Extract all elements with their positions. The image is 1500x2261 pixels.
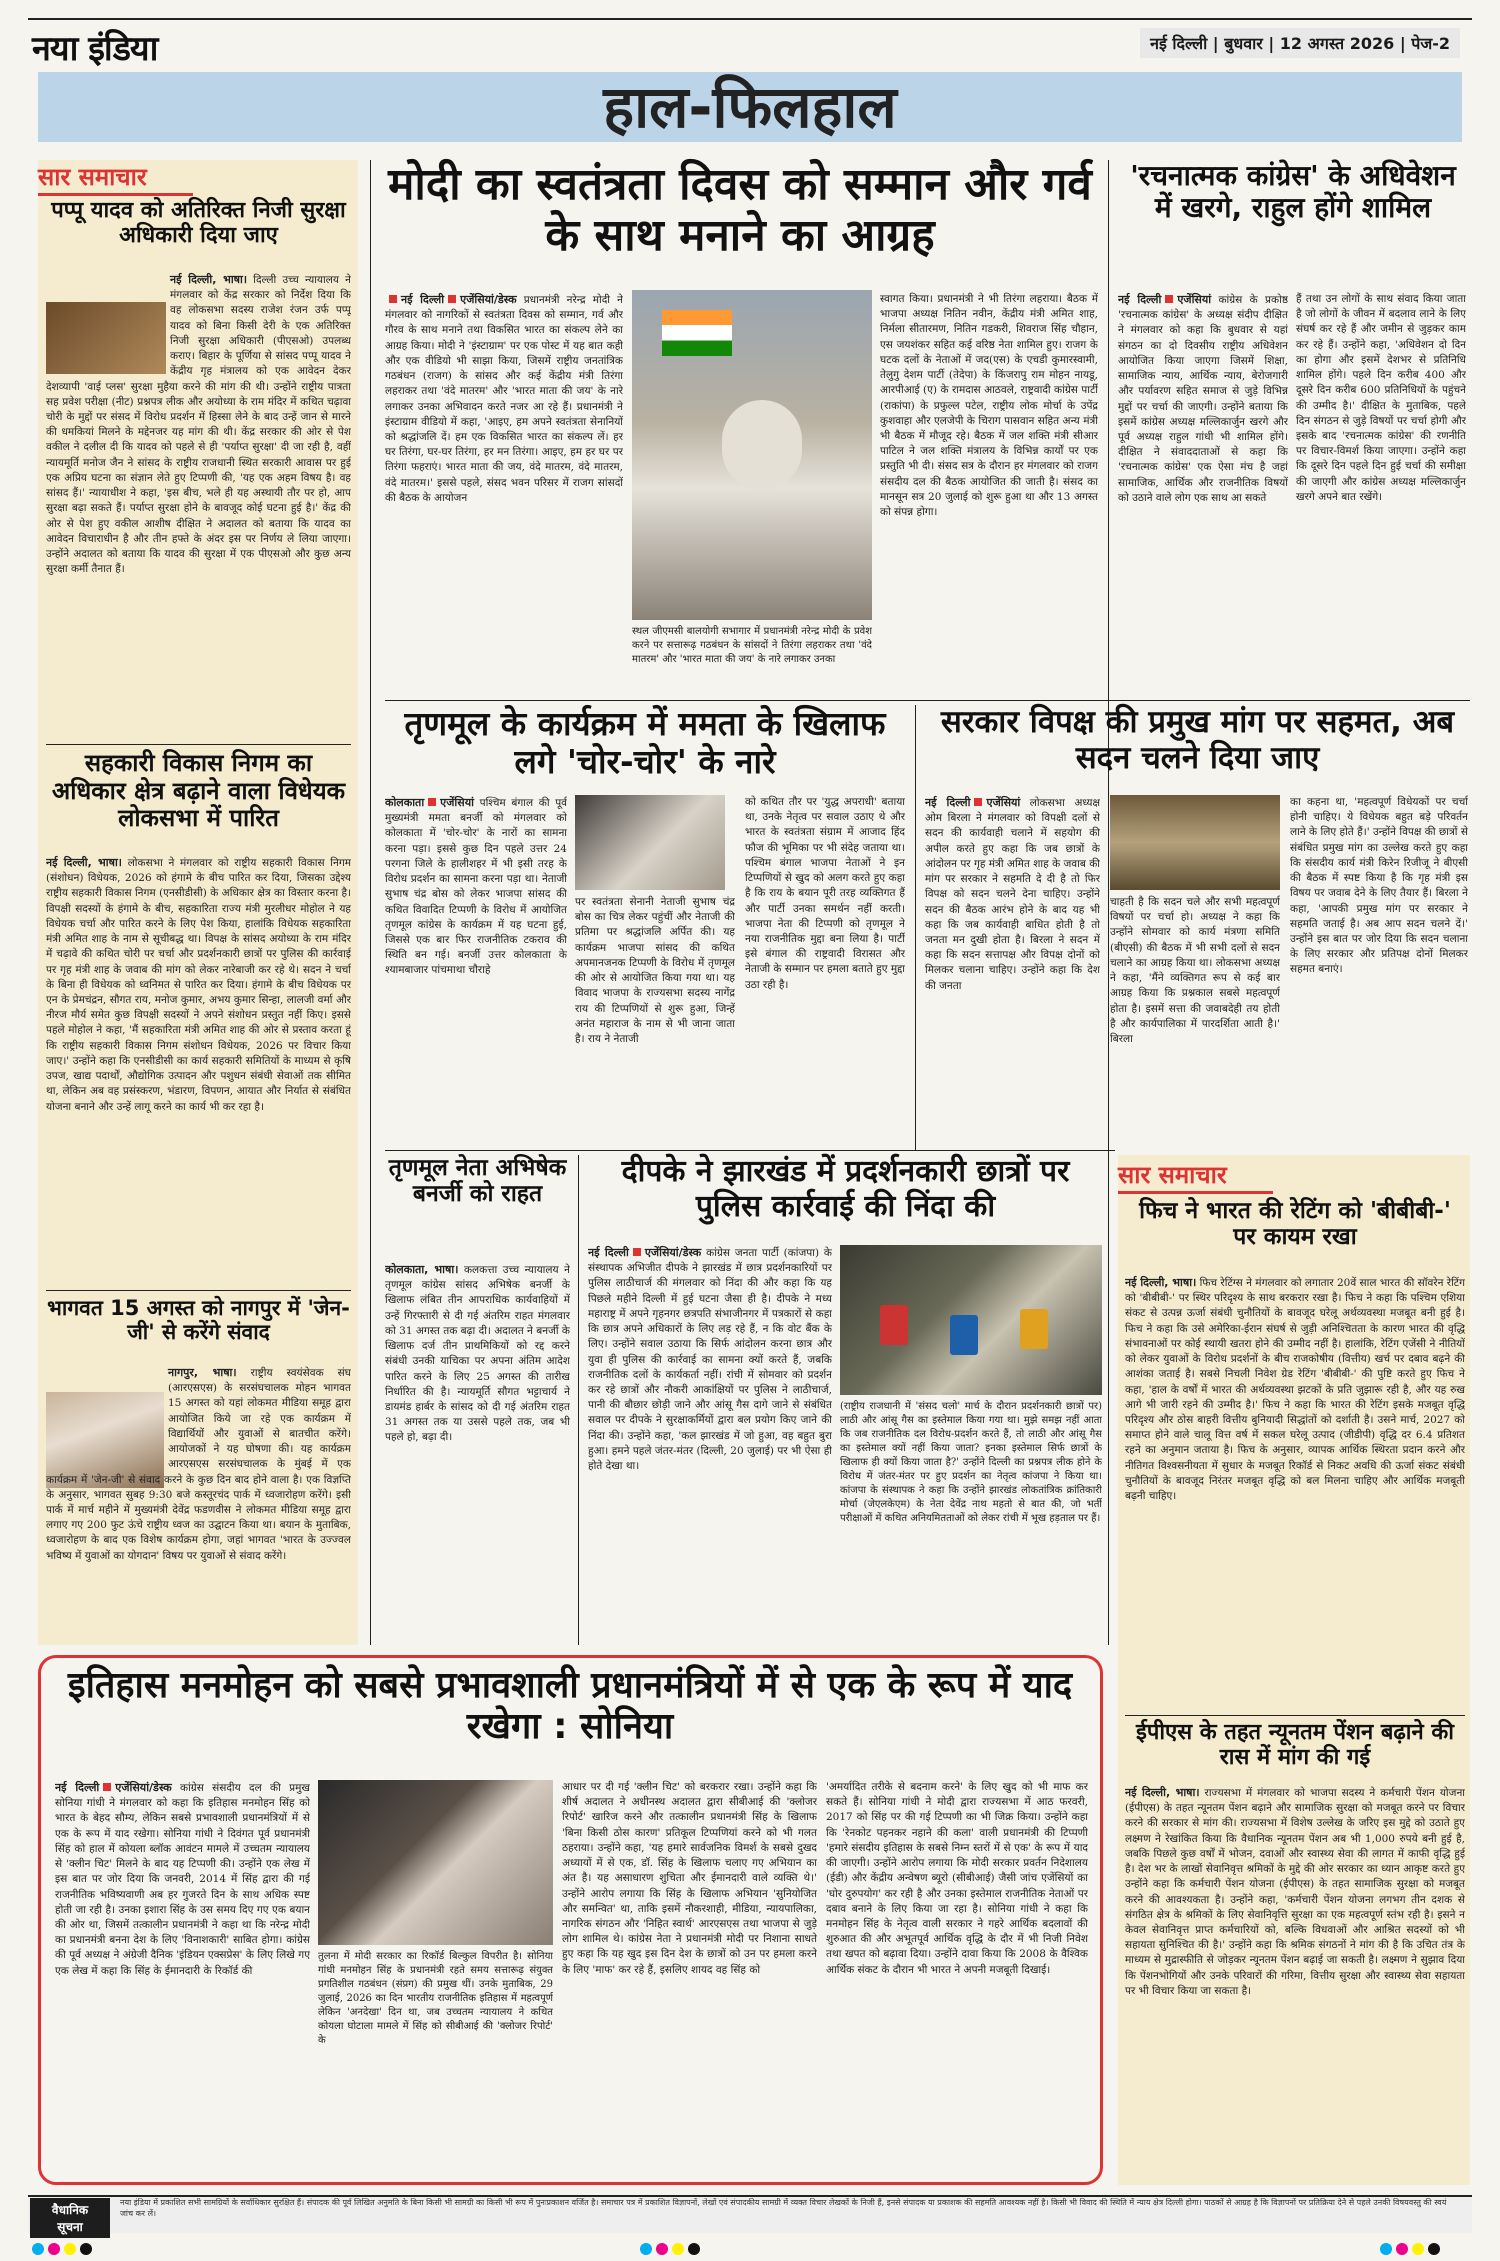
text-abhishek: कलकत्ता उच्च न्यायालय ने तृणमूल कांग्रेस सांसद अभिषेक बनर्जी के खिलाफ लंबित तीन आपराधिक कार्यवाहियों में उन्हें गिरफ्तारी से दी गई अंतरिम राहत मंगलवार को 31 अगस्त तक बढ़ा दी। अदालत ने बनर्जी के खिलाफ दर्ज तीन प्राथमिकियों को रद्द करने संबंधी उनकी याचिका पर अपना अंतिम आदेश पारित करने के लिए 25 अगस्त की तारीख निर्धारित की है। न्यायमूर्ति सौगत भट्टाचार्य ने डायमंड हार्बर के सांसद को दी गई अंतरिम राहत 31 अगस्त तक या उससे पहले तक, जब भी पहले हो, बढ़ा दी। [385,1264,570,1444]
black-dot-icon [688,2243,700,2255]
text-bhagwat: राष्ट्रीय स्वयंसेवक संघ (आरएसएस) के सरसंघचालक मोहन भागवत 15 अगस्त को यहां लोकमत मीडिया समूह द्वारा आयोजित किये जा रहे एक कार्यक्रम में विद्यार्थियों और युवाओं से बातचीत करेंगे। आयोजकों ने यह घोषणा की। यह कार्यक्रम आरएसएस सरसंघचालक के मुंबई में एक कार्यक्रम में 'जेन-जी' से संवाद करने के कुछ दिन बाद होने वाला है। एक विज्ञप्ति के अनुसार, भागवत सुबह 9:30 बजे कस्तूरचंद पार्क में ध्वजारोहण करेंगे। इसी पार्क में मार्च महीने में मुख्यमंत्री देवेंद्र फडणवीस ने लोकमत मीडिया समूह द्वारा लगाए गए 200 फुट ऊंचे राष्ट्रीय ध्वज का उद्घाटन किया था। बयान के मुताबिक, ध्वजारोहण के बाद एक विशेष कार्यक्रम होगा, जहां भागवत 'भारत के उज्ज्वल भविष्य में युवाओं का योगदान' विषय पर युवाओं से संवाद करेंगे। [46,1367,351,1562]
photo-float [46,1365,168,1465]
headline-opposition: सरकार विपक्ष की प्रमुख मांग पर सहमत, अब सदन चलने दिया जाए [940,704,1455,776]
cyan-dot-icon [640,2243,652,2255]
text-pappu: दिल्ली उच्च न्यायालय ने मंगलवार को केंद्र सरकार को निर्देश दिया कि वह लोकसभा सदस्य राजेश रंजन उर्फ पप्पू यादव को बिना किसी देरी के एक अतिरिक्त निजी सुरक्षा अधिकारी (पीएसओ) उपलब्ध कराए। बिहार के पूर्णिया से सांसद पप्पू यादव ने केंद्रीय गृह मंत्रालय को एक आवेदन देकर देशव्यापी 'वाई प्लस' सुरक्षा मुहैया करने की मांग की थी। उन्होंने राष्ट्रीय पात्रता सह प्रवेश परीक्षा (नीट) प्रश्नपत्र लीक और अयोध्या के राम मंदिर में कथित चढ़ावा चोरी के मुद्दों पर संसद में विरोध प्रदर्शन में हिस्सा लेने के बाद उन्हें जान से मारने की धमकियां मिलने के मद्देनजर यह मांग की थी। केंद्र सरकार की ओर से पेश वकील ने दलील दी कि यादव को पहले से ही 'पर्याप्त सुरक्षा' दी जा रही है, वहीं न्यायमूर्ति मनोज जैन ने सांसद के राष्ट्रीय राजधानी स्थित सरकारी आवास पर हुई एक अप्रिय घटना का संज्ञान लेते हुए टिप्पणी की, 'यह एक अहम विषय है। वह सांसद हैं।' न्यायाधीश ने कहा, 'इस बीच, भले ही यह अस्थायी तौर पर हो, आप सुरक्षा बढ़ा सकते हैं। पर्याप्त सुरक्षा होने के बावजूद कोई घटना हुई है।' केंद्र की ओर से पेश हुए वकील आशीष दीक्षित ने अदालत को बताया कि यादव का आवेदन विचाराधीन है और तीन हफ्ते के अंदर इस पर निर्णय ले लिया जाएगा। उन्होंने अदालत को बताया कि यादव की सुरक्षा में एक पीएसओ और कुछ अन्य सुरक्षा कर्मी तैनात हैं। [46,274,351,576]
byline-city: नई दिल्ली [1118,293,1162,306]
column-rule [915,705,916,1150]
cyan-dot-icon [32,2243,44,2255]
headline-bhagwat: भागवत 15 अगस्त को नागपुर में 'जेन-जी' से करेंगे संवाद [47,1296,350,1345]
sonia-photo [318,1780,553,1945]
sar-samachar-label: सार समाचार [38,160,193,196]
text-eps: राज्यसभा में मंगलवार को भाजपा सदस्य ने कर्मचारी पेंशन योजना (ईपीएस) के तहत न्यूनतम पेंशन बढ़ाने और सामाजिक सुरक्षा को मजबूत करने पर विचार करने की सरकार से मांग की। राज्यसभा में विशेष उल्लेख के जरिए इस मुद्दे को उठाते हुए लक्ष्मण ने रेखांकित किया कि वैधानिक न्यूनतम पेंशन अब भी 1,000 रुपये बनी हुई है, जबकि पिछले कुछ वर्षों में भोजन, दवाओं और स्वास्थ्य सेवा की लागत में काफी वृद्धि हुई है। देश भर के लाखों सेवानिवृत्त श्रमिकों के मुद्दे की ओर सरकार का ध्यान आकृष्ट करते हुए उन्होंने कहा कि कर्मचारी पेंशन योजना (ईपीएस) के तहत सामाजिक सुरक्षा को मजबूत करने की आवश्यकता है। उन्होंने कहा, 'कर्मचारी पेंशन योजना लगभग तीन दशक से संगठित क्षेत्र के श्रमिकों के लिए सेवानिवृत्ति सुरक्षा का एक महत्वपूर्ण स्तंभ रही है। इसने न केवल सेवानिवृत्त प्राप्त कर्मचारियों को, बल्कि विधवाओं और आश्रित सदस्यों को भी सहायता सुनिश्चित की है।' उन्होंने कहा कि श्रमिक संगठनों ने मांग की है कि उचित तंत्र के माध्यम से मुद्रास्फीति से जोड़कर न्यूनतम पेंशन बढ़ाई जा सकती है। लक्ष्मण ने सुझाव दिया कि पेंशनभोगियों और उनके परिवारों की गरिमा, वित्तीय सुरक्षा और स्वास्थ्य सेवा सहायता पर भी विचार किया जा सकता है। [1125,1787,1465,1997]
footer-label-line2: सूचना [57,2220,83,2234]
text-sonia-a: कांग्रेस संसदीय दल की प्रमुख सोनिया गांधी ने मंगलवार को कहा कि इतिहास मनमोहन सिंह को भारत के बेहद सौम्य, लेकिन सबसे प्रभावशाली प्रधानमंत्रियों में से एक के रूप में याद रखेगा। सोनिया गांधी ने दिवंगत पूर्व प्रधानमंत्री सिंह को हाल में कोयला ब्लॉक आवंटन मामले में उच्चतम न्यायालय से 'क्लीन चिट' मिलने के बाद यह टिप्पणी की। उन्होंने एक लेख में इस बात पर जोर दिया कि जनवरी, 2014 में सिंह द्वारा की गई राजनीतिक भविष्यवाणी अब हर गुजरते दिन के साथ अधिक स्पष्ट होती जा रही है। उनका इशारा सिंह के उस समय दिए गए एक बयान की ओर था, जिसमें तत्कालीन प्रधानमंत्री ने कहा था कि नरेन्द्र मोदी का प्रधानमंत्री बनना देश के लिए 'विनाशकारी' साबित होगा। कांग्रेस की पूर्व अध्यक्ष ने अंग्रेजी दैनिक 'इंडियन एक्सप्रेस' के लिए लिखे गए एक लेख में कहा कि सिंह के ईमानदारी के रिकॉर्ड की [55,1782,310,1977]
byline-city: कोलकाता [385,796,425,809]
article-opposition-col1 [925,795,1100,1145]
newspaper-logo: नया इंडिया [32,29,158,69]
color-registration-dots [640,2240,704,2254]
yellow-dot-icon [672,2243,684,2255]
byline-pappu: नई दिल्ली, भाषा। [170,273,248,286]
dateline: नई दिल्ली | बुधवार | 12 अगस्त 2026 | पेज-2 [1140,28,1460,58]
headline-sonia: इतिहास मनमोहन को सबसे प्रभावशाली प्रधानमंत्रियों में से एक के रूप में याद रखेगा : सोनिया [67,1665,1073,1748]
cyan-dot-icon [1380,2243,1392,2255]
headline-jharkhand: दीपके ने झारखंड में प्रदर्शनकारी छात्रों पर पुलिस कार्रवाई की निंदा की [621,1154,1070,1224]
article-cooperative [46,855,351,1283]
sar-samachar-label: सार समाचार [1118,1158,1273,1194]
byline-city: नई दिल्ली [401,293,445,306]
text-sonia-c: 'अमर्यादित तरीके से बदनाम करने' के लिए खुद को भी माफ कर सकते हैं। सोनिया गांधी ने मोदी द्वारा राज्यसभा में आठ फरवरी, 2017 को सिंह पर की गई टिप्पणी का भी जिक्र किया। उन्होंने कहा कि 'रेनकोट पहनकर नहाने की कला' वाली प्रधानमंत्री की टिप्पणी 'हमारे संसदीय इतिहास के सबसे निम्न स्तरों में से एक' के रूप में याद की जाएगी। उन्होंने आरोप लगाया कि मोदी सरकार प्रवर्तन निदेशालय (ईडी) और केंद्रीय अन्वेषण ब्यूरो (सीबीआई) जैसी जांच एजेंसियों का 'घोर दुरुपयोग' कर रही है और उनका इस्तेमाल राजनीतिक नेताओं पर दबाव बनाने के लिए किया जा रहा है। सोनिया गांधी ने कहा कि मनमोहन सिंह के नेतृत्व वाली सरकार ने गहरे आर्थिक बदलावों की शुरुआत की और अभूतपूर्व आर्थिक वृद्धि के दौर में भी निजी निवेश तथा खपत को बढ़ावा दिया। उन्होंने दावा किया कि 2008 के वैश्विक आर्थिक संकट के दौरान भी भारत ने अपनी मजबूती दिखाई। [826,1781,1088,1976]
headline-abhishek: तृणमूल नेता अभिषेक बनर्जी को राहत [388,1155,567,1208]
article-abhishek [385,1262,570,1642]
byline-eps: नई दिल्ली, भाषा। [1125,1786,1200,1799]
text-modi-b: स्वागत किया। प्रधानमंत्री ने भी तिरंगा लहराया। बैठक में भाजपा अध्यक्ष नितिन नवीन, केंद्रीय मंत्री अमित शाह, निर्मला सीतारमण, नितिन गडकरी, शिवराज सिंह चौहान, एस जयशंकर सहित कई वरिष्ठ नेता शामिल हुए। राजग के घटक दलों के नेताओं में जद(एस) के एचडी कुमारस्वामी, तेलुगु देशम पार्टी (तेदेपा) के किंजरापु राम मोहन नायडू, आरपीआई (ए) के रामदास आठवले, राष्ट्रवादी कांग्रेस पार्टी (राकांपा) के प्रफुल्ल पटेल, राष्ट्रीय लोक मोर्चा के उपेंद्र कुशवाहा और एलजेपी के चिराग पासवान सहित अन्य मंत्री भी बैठक में मौजूद रहे। बैठक में जल शक्ति मंत्री सीआर पाटिल ने जल शक्ति मंत्रालय के विभिन्न कार्यों पर एक प्रस्तुति भी दी। संसद सत्र के दौरान हर मंगलवार को राजग संसदीय दल की बैठक आयोजित की जाती है। संसद का मानसून सत्र 20 जुलाई को शुरू हुआ था और 13 अगस्त को संपन्न होगा। [880,293,1098,519]
byline-bhagwat: नागपुर, भाषा। [168,1366,237,1379]
text-modi-a: प्रधानमंत्री नरेन्द्र मोदी ने मंगलवार को नागरिकों से स्वतंत्रता दिवस को सम्मान, गर्व और गौरव के साथ मनाने तथा विकसित भारत का संकल्प लेने का आग्रह किया। मोदी ने 'इंस्टाग्राम' पर एक पोस्ट में यह बात कही और एक वीडियो भी साझा किया, जिसमें राष्ट्रीय जनतांत्रिक गठबंधन (राजग) के सांसद और कई केंद्रीय मंत्री तिरंगा लहराकर तथा 'वंदे मातरम' और 'भारत माता की जय' के नारे लगाकर उनका अभिवादन करते नजर आ रहे हैं। प्रधानमंत्री ने इंस्टाग्राम वीडियो में कहा, 'आइए, हम अपने स्वतंत्रता सेनानियों को श्रद्धांजलि दें। हम एक विकसित भारत का संकल्प लें। हर घर तिरंगा, घर-घर तिरंगा, हर मन तिरंगा। आइए, हम हर घर पर तिरंगा फहराएं। भारत माता की जय, वंदे मातरम, वंदे मातरम, वंदे मातरम।' इससे पहले, संसद भवन परिसर में राजग सांसदों की बैठक के आयोजन [385,294,623,504]
byline-agency: भाषा। [434,1263,459,1276]
yellow-dot-icon [1412,2243,1424,2255]
text-mamata-a: पश्चिम बंगाल की पूर्व मुख्यमंत्री ममता बनर्जी को मंगलवार को कोलकाता में 'चोर-चोर' के नारों का सामना करना पड़ा। इससे कुछ दिन पहले उत्तर 24 परगना जिले के हालीशहर में भी इसी तरह के विरोध प्रदर्शन का सामना करना पड़ा था। नेताजी सुभाष चंद्र बोस को लेकर भाजपा सांसद की कथित विवादित टिप्पणी के विरोध में आयोजित तृणमूल कांग्रेस के कार्यक्रम में यह घटना हुई, जिससे एक बार फिर राजनीतिक टकराव की स्थिति बन गई। बनर्जी उत्तर कोलकाता के श्यामबाजार पांचमाथा चौराहे [385,797,567,977]
magenta-dot-icon [656,2243,668,2255]
text-jharkhand-a: कांग्रेस जनता पार्टी (कांजपा) के संस्थापक अभिजीत दीपके ने झारखंड में छात्र प्रदर्शनकारियों पर पुलिस लाठीचार्ज की मंगलवार को निंदा की और कहा कि यह पिछले महीने दिल्ली में हुई घटना जैसा ही है। दीपके ने मध्य महाराष्ट्र में अपने गृहनगर छत्रपति संभाजीनगर में पत्रकारों से कहा कि छात्र अपने अधिकारों के लिए लड़ रहे हैं, न कि वोट बैंक के लिए। उन्होंने सवाल उठाया कि सिर्फ आंदोलन करना छात्र और युवा ही पुलिस की कार्रवाई का सामना क्यों करते हैं, जबकि राजनीतिक दलों के कार्यकर्ता नहीं। रांची में सोमवार को प्रदर्शन कर रहे छात्रों और नौकरी आकांक्षियों पर पुलिस ने लाठीचार्ज, पानी की बौछार छोड़ी जाने और आंसू गैस दागे जाने से संबंधित सवाल पर दीपके ने सुरक्षाकर्मियों द्वारा बल प्रयोग किए जाने की निंदा की। उन्होंने कहा, 'कल झारखंड में जो हुआ, वह बहुत बुरा हुआ। हमने पहले जंतर-मंतर (दिल्ली, 20 जुलाई) पर भी ऐसा ही होते देखा था। [588,1247,832,1473]
byline-agency: एजेंसियां [986,796,1021,809]
black-dot-icon [1428,2243,1440,2255]
magenta-dot-icon [48,2243,60,2255]
text-mamata-c: को कथित तौर पर 'युद्ध अपराधी' बताया था, उनके नेतृत्व पर सवाल उठाए थे और भारत के स्वतंत्रता संग्राम में आजाद हिंद फौज की भूमिका पर भी संदेह जताया था। पश्चिम बंगाल भाजपा नेताओं ने इन टिप्पणियों से खुद को अलग करते हुए कहा है कि राय के बयान पूरी तरह व्यक्तिगत हैं और पार्टी उनका समर्थन नहीं करती। भाजपा नेता की टिप्पणी को तृणमूल ने नया राजनीतिक मुद्दा बना लिया है। पार्टी इसे बंगाल की राष्ट्रवादी विरासत और नेताजी के सम्मान पर हमला बताते हुए मुद्दा उठा रही है। [745,796,905,991]
article-modi-col1 [385,292,623,687]
byline-agency: एजेंसियां [1177,293,1212,306]
divider [385,700,1470,701]
headline-pappu: पप्पू यादव को अतिरिक्त निजी सुरक्षा अधिकारी दिया जाए [51,198,346,249]
article-pappu [46,272,351,742]
divider [46,1290,351,1291]
mamata-photo [575,795,725,890]
byline-city: नई दिल्ली [588,1246,629,1259]
text-opposition-a: लोकसभा अध्यक्ष ओम बिरला ने मंगलवार को विपक्षी दलों से सदन की कार्यवाही चलाने में सहयोग की अपील करते हुए कहा कि जब छात्रों के आंदोलन पर गृह मंत्री अमित शाह के जवाब की मांग पर सरकार ने सहमति दे दी है तो फिर विपक्ष को सदन चलने देना चाहिए। उन्होंने सदन की बैठक आरंभ होने के बाद यह भी कहा कि जब कार्यवाही बाधित होती है तो जनता मन दुखी होता है। बिरला ने सदन में कहा कि सदन सत्तापक्ष और विपक्ष दोनों को मिलकर चलाना चाहिए। उन्होंने कहा कि देश की जनता [925,797,1100,992]
byline-fitch: नई दिल्ली, भाषा। [1125,1276,1197,1289]
microphone-icon [880,1305,908,1345]
headline-cooperative: सहकारी विकास निगम का अधिकार क्षेत्र बढ़ाने वाला विधेयक लोकसभा में पारित [51,749,346,833]
byline-agency: एजेंसियां/डेस्क [115,1781,172,1794]
text-congress-a: कांग्रेस के प्रकोष्ठ 'रचनात्मक कांग्रेस' के अध्यक्ष संदीप दीक्षित ने मंगलवार को कहा कि बुधवार से यहां संगठन का दो दिवसीय राष्ट्रीय अधिवेशन आयोजित किया जाएगा जिसमें शिक्षा, सामाजिक न्याय, आर्थिक न्याय, बेरोजगारी और पर्यावरण सहित समाज से जुड़े विभिन्न मुद्दों पर चर्चा की जाएगी। उन्होंने बताया कि इसमें कांग्रेस अध्यक्ष मल्लिकार्जुन खरगे और पूर्व अध्यक्ष राहुल गांधी भी शामिल होंगे। दीक्षित ने संवाददाताओं से कहा कि 'रचनात्मक कांग्रेस' एक ऐसा मंच है जहां सामाजिक, आर्थिक और राजनीतिक विषयों को उठाने वाले लोग एक साथ आ सकते [1118,294,1288,504]
article-congress-col1 [1118,292,1288,687]
masthead-rule [28,18,1472,20]
modi-photo [632,290,872,620]
photo-float [46,272,170,374]
byline-agency: एजेंसियां [440,796,474,809]
footer-label-line1: वैधानिक [51,2203,89,2217]
headline-congress: 'रचनात्मक कांग्रेस' के अधिवेशन में खरगे, राहुल होंगे शामिल [1130,159,1456,225]
text-sonia-photo-col: तुलना में मोदी सरकार का रिकॉर्ड बिल्कुल विपरीत है। सोनिया गांधी मनमोहन सिंह के प्रधानमंत्री रहते समय सत्तारूढ़ संयुक्त प्रगतिशील गठबंधन (संप्रग) की प्रमुख थीं। उनके मुताबिक, 29 जुलाई, 2026 का दिन भारतीय राजनीतिक इतिहास में महत्वपूर्ण लेकिन 'अनदेखा' दिन था, जब उच्चतम न्यायालय ने कथित कोयला घोटाला मामले में सिंह को सीबीआई की 'क्लोजर रिपोर्ट' के [318,1951,553,2046]
column-rule [370,160,371,1645]
microphone-icon [950,1315,978,1355]
magenta-dot-icon [1396,2243,1408,2255]
article-sonia-col1 [55,1780,310,2175]
byline-city: नई दिल्ली [55,1781,100,1794]
byline-cooperative: नई दिल्ली, भाषा। [46,856,122,869]
tricolor-flag-icon [662,310,732,356]
modi-photo-caption: स्थल जीएमसी बालयोगी सभागार में प्रधानमंत्री नरेन्द्र मोदी के प्रवेश करने पर सत्तारूढ़ गठबंधन के सांसदों ने तिरंगा लहराकर तथा 'वंदे मातरम' और 'भारत माता की जय' के नारे लगाकर उनका [632,626,872,665]
footer-legal-text: नया इंडिया में प्रकाशित सभी सामग्रियों के सर्वाधिकार सुरक्षित हैं। संपादक की पूर्व लिखित अनुमति के बिना किसी भी सामग्री का किसी भी रूप में पुनःप्रकाशन वर्जित है। समाचार पत्र में प्रकाशित विज्ञापनों, लेखों एवं संपादकीय सामग्री में व्यक्त विचार लेखकों के निजी हैं, इनसे संपादक या प्रकाशक की सहमति आवश्यक नहीं है। किसी भी विवाद की स्थिति में न्याय क्षेत्र दिल्ली होगा। पाठकों से आग्रह है कि विज्ञापनों पर प्रतिक्रिया देने से पहले उनकी विषयवस्तु की स्वयं जांच कर लें। [120,2198,1447,2218]
color-registration-dots [1380,2240,1444,2254]
byline-city: नई दिल्ली [925,796,971,809]
protest-photo [840,1245,1102,1395]
headline-mamata: तृणमूल के कार्यक्रम में ममता के खिलाफ लगे 'चोर-चोर' के नारे [404,704,886,781]
portrait-shape [722,400,802,490]
text-opposition-b: चाहती है कि सदन चले और सभी महत्वपूर्ण विषयों पर चर्चा हो। अध्यक्ष ने कहा कि उन्होंने सोमवार को कार्य मंत्रणा समिति (बीएसी) की बैठक में भी सभी दलों से सदन चलाने का आग्रह किया था। लोकसभा अध्यक्ष ने कहा, 'मैंने व्यक्तिगत रूप से कई बार आग्रह किया कि प्रश्नकाल सबसे महत्वपूर्ण होता है। इसमें सत्ता की जवाबदेही तय होती है और कार्यपालिका में पारदर्शिता आती है।' बिरला [1110,896,1280,1045]
article-eps [1125,1785,1465,2180]
black-dot-icon [80,2243,92,2255]
yellow-dot-icon [64,2243,76,2255]
text-sonia-b: आधार पर दी गई 'क्लीन चिट' को बरकरार रखा। उन्होंने कहा कि शीर्ष अदालत ने अधीनस्थ अदालत द्वारा सीबीआई की 'क्लोजर रिपोर्ट' खारिज करने और तत्कालीन प्रधानमंत्री सिंह के खिलाफ 'बिना किसी ठोस कारण' प्रतिकूल टिप्पणियां करने को भी गलत ठहराया। उन्होंने कहा, 'यह हमारे सार्वजनिक विमर्श के सबसे दुखद अध्यायों में से एक, डॉ. सिंह के खिलाफ चलाए गए अभियान का अंत है। यह असाधारण शुचिता और ईमानदारी वाले व्यक्ति थे।' उन्होंने आरोप लगाया कि सिंह के खिलाफ अभियान 'सुनियोजित और समन्वित' था, ताकि इसमें नौकरशाही, मीडिया, न्यायपालिका, नागरिक संगठन और 'निहित स्वार्थ' आरएसएस तथा भाजपा से जुड़े लोग शामिल थे। कांग्रेस नेता ने प्रधानमंत्री मोदी पर निशाना साधते हुए कहा कि यह खुद इस दिन देश के छात्रों को उन पर हमला करने के लिए 'माफ' कर रहे हैं, इसलिए शायद वह सिंह को [562,1781,817,1976]
text-congress-b: हैं तथा उन लोगों के साथ संवाद किया जाता है जो लोगों के जीवन में बदलाव लाने के लिए संघर्ष कर रहे हैं और जमीन से जुड़कर काम कर रहे हैं। उन्होंने कहा, 'अधिवेशन दो दिन का होगा और इसमें देशभर से प्रतिनिधि शामिल होंगे। पहले दिन करीब 400 और दूसरे दिन करीब 600 प्रतिनिधियों के पहुंचने की उम्मीद है।' दीक्षित के मुताबिक, पहले दिन संगठन से जुड़े विषयों पर चर्चा होगी और इसके बाद 'रचनात्मक कांग्रेस' की रणनीति पर विचार-विमर्श किया जाएगा। उन्होंने कहा कि दूसरे दिन पहले दिन हुई चर्चा की समीक्षा की जाएगी और कांग्रेस अध्यक्ष मल्लिकार्जुन खरगे अपने बात रखेंगे। [1296,293,1466,503]
birla-photo [1110,795,1280,890]
article-mamata-col1 [385,795,567,1145]
text-opposition-c: का कहना था, 'महत्वपूर्ण विधेयकों पर चर्चा होनी चाहिए। ये विधेयक बहुत बड़े परिवर्तन लाने के लिए होते हैं।' उन्होंने विपक्ष की छात्रों से संबंधित प्रमुख मांग का उल्लेख करते हुए कहा कि संसदीय कार्य मंत्री किरेन रिजीजू ने बीएसी की बैठक में स्पष्ट किया है कि गृह मंत्री इस विषय पर जवाब देने के लिए तैयार हैं। बिरला ने कहा, 'आपकी प्रमुख मांग पर सरकार ने सहमति जताई है। अब आप सदन चलने दें।' उन्होंने इस बात पर जोर दिया कि सदन चलाना के लिए सरकार और प्रतिपक्ष दोनों मिलकर सहमत बनाएं। [1290,796,1468,976]
color-registration-dots [32,2240,96,2254]
footer-label [30,2198,110,2238]
headline-modi: मोदी का स्वतंत्रता दिवस को सम्मान और गर्व के साथ मनाने का आग्रह [388,159,1092,261]
column-rule [578,1155,579,1645]
byline-city: कोलकाता, [385,1263,429,1276]
byline-agency: एजेंसियां/डेस्क [460,293,517,306]
byline-agency: एजेंसियां/डेस्क [644,1246,702,1259]
article-jharkhand-col1 [588,1245,832,1640]
microphone-icon [1020,1309,1048,1349]
headline-eps: ईपीएस के तहत न्यूनतम पेंशन बढ़ाने की रास में मांग की गई [1136,1720,1454,1771]
article-bhagwat [46,1365,351,1640]
text-fitch: फिच रेटिंग्स ने मंगलवार को लगातार 20वें साल भारत की सॉवरेन रेटिंग को 'बीबीबी-' पर स्थिर परिदृश्य के साथ बरकरार रखा है। फिच ने कहा कि पश्चिम एशिया संकट से उत्पन्न ऊर्जा संबंधी चुनौतियों के बावजूद घरेलू अर्थव्यवस्था मजबूत बनी हुई है। फिच ने कहा कि उसे अमेरिका-ईरान संघर्ष से जुड़ी अनिश्चितता के कारण भारत की वृद्धि संभावनाओं पर कोई स्थायी खतरा होने की उम्मीद नहीं है। हालांकि, रेटिंग एजेंसी ने नीतियों को लेकर युवाओं के विरोध प्रदर्शनों के बीच राजकोषीय (वित्तीय) खर्च पर दबाव बढ़ने की आशंका जताई है। सबसे निचली निवेश ग्रेड रेटिंग 'बीबीबी-' की पुष्टि करते हुए फिच ने कहा, 'हाल के वर्षों में भारत की अर्थव्यवस्था झटकों के प्रति जुझारू रही है, और यह रुख आगे भी जारी रहने की उम्मीद है।' फिच ने कहा कि भारत की रेटिंग इसके मजबूत वृद्धि परिदृश्य और ठोस बाहरी वित्तीय बुनियादी सिद्धांतों को दर्शाती है। उसने मार्च, 2027 को समाप्त होने वाले चालू वित्त वर्ष में सकल घरेलू उत्पाद (जीडीपी) वृद्धि दर 6.4 प्रतिशत रहने का अनुमान जताया है। फिच के अनुसार, व्यापक आर्थिक स्थिरता प्रदान करने और नीतिगत विश्वसनीयता में सुधार के मजबूत रिकॉर्ड से निकट अवधि की ऊर्जा संकट संबंधी चुनौतियों के बावजूद निरंतर मजबूत वृद्धि को बल मिलना चाहिए और आर्थिक मजबूती बढ़नी चाहिए। [1125,1277,1465,1503]
headline-fitch: फिच ने भारत की रेटिंग को 'बीबीबी-' पर कायम रखा [1139,1198,1451,1251]
divider [46,744,351,745]
column-rule [1108,160,1109,1645]
section-title: हाल-फिलहाल [603,73,897,141]
divider [385,1150,1115,1151]
text-cooperative: लोकसभा ने मंगलवार को राष्ट्रीय सहकारी विकास निगम (संशोधन) विधेयक, 2026 को हंगामे के बीच पारित कर दिया, जिसका उद्देश्य राष्ट्रीय सहकारी विकास निगम (एनसीडीसी) के अधिकार क्षेत्र का विस्तार करना है। विपक्षी सदस्यों के हंगामे के बीच, सहकारिता राज्य मंत्री मुरलीधर मोहोल ने यह विधेयक चर्चा और पारित करने के लिए पेश किया, हालांकि विधेयक सहकारिता मंत्री अमित शाह के नाम से सूचीबद्ध था। विपक्ष के सांसद अयोध्या के राम मंदिर में चढ़ावे की कथित चोरी पर चर्चा और प्रदर्शनकारी छात्रों पर पुलिस की कार्रवाई पर गृह मंत्री शाह के जवाब की मांग को लेकर नारेबाजी कर रहे थे। सदन ने चर्चा के बिना ही विधेयक को ध्वनिमत से पारित कर दिया। हंगामे के बीच विधेयक पर एन के प्रेमचंद्रन, सौगत राय, मनोज कुमार, अभय कुमार सिन्हा, लालजी वर्मा और नीरज मौर्य समेत कुछ विपक्षी सदस्यों ने अपने संशोधन प्रस्तुत नहीं किए। इससे पहले मोहोल ने कहा, 'मैं सहकारिता मंत्री अमित शाह की ओर से प्रस्ताव करता हूं कि राष्ट्रीय सहकारी विकास निगम संशोधन विधेयक, 2026 पर विचार किया जाए।' उन्होंने कहा कि एनसीडीसी का कार्य सहकारी समितियों के माध्यम से कृषि उपज, खाद्य पदार्थों, औद्योगिक उत्पादन और पशुधन संबंधी सेवाओं तक सीमित था, लेकिन अब वह प्रसंस्करण, भंडारण, विपणन, आयात और निर्यात से संबंधित योजना बनाने और उन्हें लागू करने का कार्य भी कर रहा है। [46,857,351,1113]
divider [1125,1715,1465,1716]
article-fitch [1125,1275,1465,1710]
text-jharkhand-b: (राष्ट्रीय राजधानी में 'संसद चलो' मार्च के दौरान प्रदर्शनकारी छात्रों पर) लाठी और आंसू गैस का इस्तेमाल किया गया था। मुझे समझ नहीं आता कि जब राजनीतिक दल विरोध-प्रदर्शन करते हैं, तो लाठी और आंसू गैस का इस्तेमाल क्यों नहीं किया जाता? इनका इस्तेमाल सिर्फ छात्रों के खिलाफ ही क्यों किया जाता है?' उन्होंने दिल्ली का प्रश्नपत्र लीक होने के विरोध में जंतर-मंतर पर हुए प्रदर्शन का नेतृत्व कांजपा ने किया था। कांजपा के संस्थापक ने कहा कि उन्होंने झारखंड लोकतांत्रिक क्रांतिकारी मोर्चा (जेएलकेएम) के नेता देवेंद्र नाथ महतो से बात की, जो भर्ती परीक्षाओं में कथित अनियमितताओं को लेकर रांची में भूख हड़ताल पर हैं। [840,1401,1102,1524]
text-mamata-b: पर स्वतंत्रता सेनानी नेताजी सुभाष चंद्र बोस का चित्र लेकर पहुंचीं और नेताजी की प्रतिमा पर श्रद्धांजलि अर्पित की। यह कार्यक्रम भाजपा सांसद की कथित अपमानजनक टिप्पणी के विरोध में तृणमूल की ओर से आयोजित किया गया था। यह विवाद भाजपा के राज्यसभा सदस्य नागेंद्र राय की टिप्पणियों से शुरू हुआ, जिन्हें अनंत महाराज के नाम से भी जाना जाता है। राय ने नेताजी [575,896,735,1045]
